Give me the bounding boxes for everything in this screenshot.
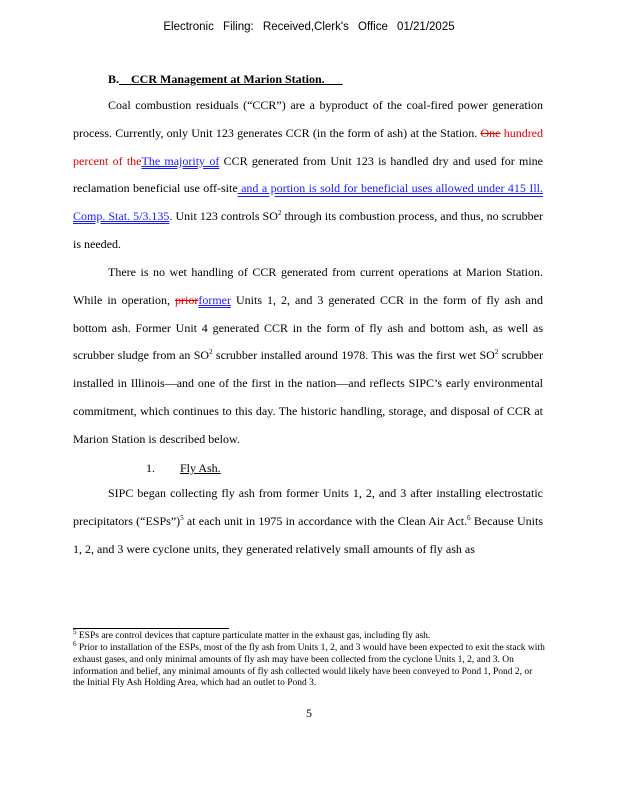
deleted-text: One [480,125,501,140]
para2-text-c: scrubber installed around 1978. This was the first wet SO [212,348,495,363]
deleted-text: hundred percent of the [73,125,544,168]
deleted-text: prior [175,292,199,307]
para3-text-a: SIPC began collecting fly ash from former Units 1, 2, and 3 after installing electrostatic precipitators (“ESPs”) [73,486,543,528]
footnote-divider [73,628,229,629]
superscript: 2 [209,348,213,357]
footnote-ref-5[interactable]: 5 [180,513,184,522]
footnote-number: 5 [73,627,77,636]
para1-text-d: through its combustion process, and thus, no scrubber is needed. [73,209,543,251]
page-number: 5 [306,706,312,720]
para1-text-a: Coal combustion residuals (“CCR”) are a byproduct of the coal-fired power generation process. Currently, only Unit 123 generates CCR (in the form of ash) at the Station. [73,98,543,140]
subsection-title: Fly Ash. [180,461,221,475]
inserted-text: The majority of [141,153,220,168]
inserted-text: former [198,292,231,307]
footnote-number: 6 [73,639,77,648]
section-heading [108,72,343,87]
inserted-text: and a portion is sold for beneficial uses allowed under 415 Ill. Comp. Stat. 5/3.135 [73,181,544,224]
para1-text-c: . Unit 123 controls SO [169,209,278,224]
footnote-text: ESPs are control devices that capture particulate matter in the exhaust gas, including fly ash. [76,631,431,641]
paragraph-fly-ash [73,480,543,563]
footnote-5 [73,627,545,643]
paragraph-ccr-intro [73,92,543,259]
filing-header: Electronic Filing: Received,Clerk's Office 01/21/2025 [163,21,455,33]
section-letter: B. [108,72,120,86]
footnote-text: Prior to installation of the ESPs, most of the fly ash from Units 1, 2, and 3 would have been expected to exit the stack with exhaust gases, and only minimal amounts of fly ash may have been collected from the cyclone Units 1, 2, and 3. On information and belief, any minimal amounts of fly ash collected would likely have been conveyed to Pond 1, Pond 2, or the Initial Fly Ash Holding Area, which had an outlet to Pond 3. [73,643,545,689]
footnote-ref-6[interactable]: 6 [467,513,471,522]
para2-text-d: scrubber installed in Illinois—and one of the first in the nation—and reflects SIPC’s early environmental commitment, which continues to this day. The historic handling, storage, and disposal of CCR at Marion Station is described below. [73,348,543,446]
section-title: CCR Management at Marion Station. [131,72,325,86]
para2-text-b: Units 1, 2, and 3 generated CCR in the form of fly ash and bottom ash. Former Unit 4 generated CCR in the form of fly ash and bottom ash, as well as scrubber sludge from an SO [73,292,543,363]
para3-text-c: Because Units 1, 2, and 3 were cyclone units, they generated relatively small amounts of fly ash as [73,513,544,556]
para1-text-b: CCR generated from Unit 123 is handled dry and used for mine reclamation beneficial use off-site [73,153,543,196]
superscript: 2 [494,348,499,357]
para3-text-b: at each unit in 1975 in accordance with the Clean Air Act. [183,513,468,528]
paragraph-wet-handling [73,259,543,454]
superscript: 2 [277,209,282,218]
subsection-number: 1. [146,461,155,475]
para2-text-a: There is no wet handling of CCR generated from current operations at Marion Station. While in operation, [73,265,543,307]
footnote-6 [73,639,545,690]
subsection-heading [146,461,221,476]
